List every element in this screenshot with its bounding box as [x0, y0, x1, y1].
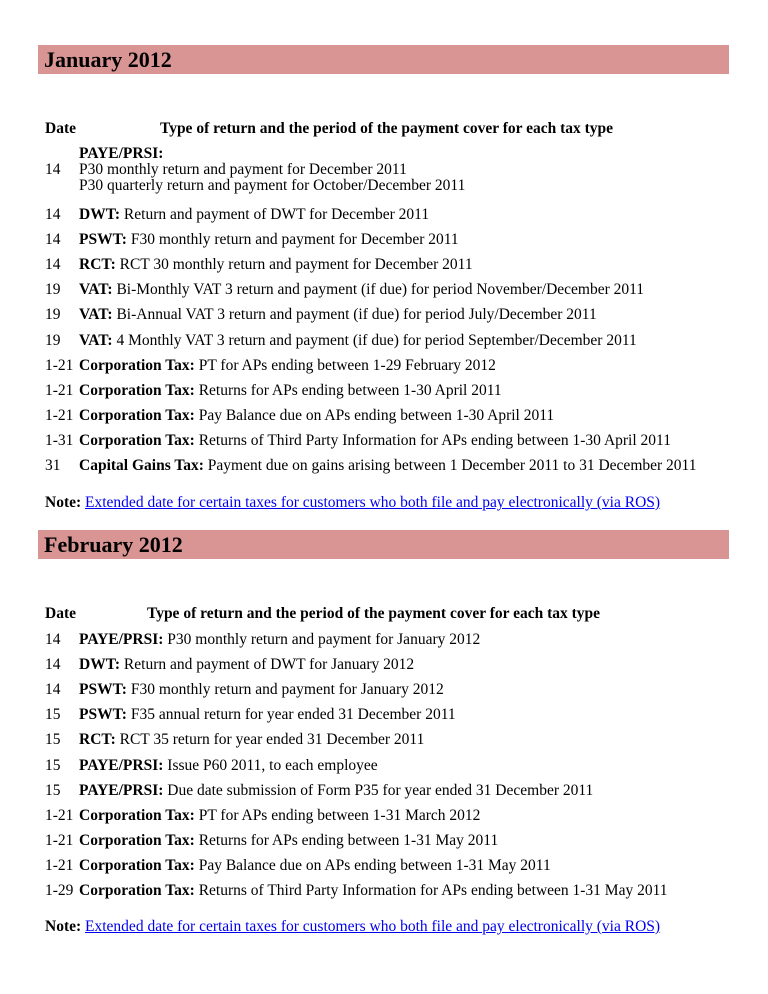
due-date: 1-21 [45, 806, 74, 824]
tax-type-label: PAYE/PRSI: [79, 145, 164, 162]
due-date: 15 [45, 756, 61, 774]
row-text: Bi-Monthly VAT 3 return and payment (if due) for period November/December 2011 [116, 281, 645, 299]
due-date: 14 [45, 256, 61, 274]
table-row [45, 256, 748, 274]
due-date: 1-21 [45, 831, 74, 849]
tax-type-label: Corporation Tax: [79, 806, 195, 824]
table-row [45, 407, 748, 425]
due-date: 14 [45, 206, 61, 223]
table-row [45, 382, 748, 400]
extended-date-link[interactable]: Extended date for certain taxes for customers who both file and pay electronically (via ROS) [85, 918, 661, 935]
row-text: Return and payment of DWT for December 2011 [123, 206, 430, 223]
row-description [79, 206, 429, 224]
table-row [45, 832, 748, 850]
table-row [45, 177, 748, 195]
due-date: 15 [45, 781, 61, 799]
table-row [45, 731, 748, 749]
row-description [79, 882, 668, 900]
tax-type-label: VAT: [79, 281, 113, 299]
row-text: Returns of Third Party Information for APs ending between 1-30 April 2011 [198, 431, 671, 449]
tax-type-label: Corporation Tax: [79, 406, 195, 424]
row-description [79, 832, 498, 850]
row-description: P30 quarterly return and payment for October/December 2011 [79, 177, 466, 194]
due-date: 14 [45, 656, 61, 674]
due-date: 19 [45, 281, 61, 299]
row-description [79, 357, 496, 375]
row-text: PT for APs ending between 1-31 March 2012 [198, 806, 481, 824]
note [45, 918, 660, 936]
tax-type-label: DWT: [79, 656, 121, 674]
note-label: Note: [45, 494, 82, 511]
tax-type-label: DWT: [79, 206, 121, 223]
row-description [79, 256, 473, 274]
row-text: Returns for APs ending between 1-30 April 2011 [198, 381, 502, 399]
table-row [45, 457, 748, 475]
date-column-header: Date [45, 605, 76, 622]
due-date: 14 [45, 681, 61, 699]
row-description [79, 407, 554, 425]
table-row [45, 706, 748, 724]
row-text: Issue P60 2011, to each employee [167, 756, 378, 774]
row-text: Return and payment of DWT for January 2012 [123, 656, 415, 674]
tax-type-label: Corporation Tax: [79, 882, 195, 899]
due-date: 19 [45, 331, 61, 349]
table-row [45, 432, 748, 450]
row-description [79, 757, 378, 775]
tax-type-label: PSWT: [79, 231, 127, 249]
row-description [79, 382, 502, 400]
row-description [79, 807, 480, 825]
tax-type-label: VAT: [79, 331, 113, 349]
table-row [45, 656, 748, 674]
row-description [79, 306, 597, 324]
description-column-header: Type of return and the period of the payment cover for each tax type [147, 605, 601, 622]
table-row [45, 306, 748, 324]
row-description [79, 681, 444, 699]
description-column-header: Type of return and the period of the payment cover for each tax type [160, 120, 614, 137]
tax-type-label: PSWT: [79, 706, 127, 724]
due-date: 1-29 [45, 882, 74, 899]
table-row [45, 681, 748, 699]
tax-type-label: Corporation Tax: [79, 831, 195, 849]
tax-type-label: RCT: [79, 256, 116, 274]
row-text: Payment due on gains arising between 1 December 2011 to 31 December 2011 [207, 457, 697, 474]
row-text: Bi-Annual VAT 3 return and payment (if due) for period July/December 2011 [116, 306, 597, 324]
row-description [79, 857, 551, 875]
month-header-bar [38, 45, 729, 74]
month-title: February 2012 [44, 532, 183, 557]
due-date: 15 [45, 706, 61, 724]
row-text: P30 monthly return and payment for January 2012 [167, 631, 481, 648]
due-date: 15 [45, 731, 61, 749]
row-text: RCT 35 return for year ended 31 December 2011 [119, 731, 425, 749]
tax-type-label: Corporation Tax: [79, 431, 195, 449]
row-description [79, 457, 696, 475]
due-date: 1-31 [45, 431, 74, 449]
month-header-bar [38, 530, 729, 559]
tax-type-label: VAT: [79, 306, 113, 324]
row-description [79, 332, 637, 350]
row-description [79, 706, 456, 724]
due-date: 14 [45, 631, 61, 648]
row-description [79, 432, 671, 450]
tax-type-label: RCT: [79, 731, 116, 749]
month-title: January 2012 [44, 47, 172, 72]
due-date: 1-21 [45, 381, 74, 399]
table-row [45, 782, 748, 800]
row-description [79, 731, 424, 749]
tax-type-label: Corporation Tax: [79, 856, 195, 874]
table-row [45, 357, 748, 375]
table-header [45, 605, 748, 623]
row-text: RCT 30 monthly return and payment for December 2011 [119, 256, 473, 274]
table-row [45, 757, 748, 775]
note-label: Note: [45, 918, 82, 935]
row-description [79, 631, 480, 649]
tax-type-label: PAYE/PRSI: [79, 631, 164, 648]
due-date: 1-21 [45, 856, 74, 874]
table-row [45, 631, 748, 649]
row-text: PT for APs ending between 1-29 February 2012 [198, 356, 496, 374]
table-row [45, 281, 748, 299]
extended-date-link[interactable]: Extended date for certain taxes for customers who both file and pay electronically (via ROS) [85, 494, 661, 511]
table-header [45, 120, 748, 138]
tax-type-label: Corporation Tax: [79, 356, 195, 374]
due-date: 31 [45, 457, 61, 474]
tax-type-label: Capital Gains Tax: [79, 457, 204, 474]
date-column-header: Date [45, 120, 76, 137]
row-description [79, 782, 593, 800]
row-text: F30 monthly return and payment for January 2012 [130, 681, 444, 699]
row-text: F35 annual return for year ended 31 December 2011 [130, 706, 456, 724]
row-text: Due date submission of Form P35 for year ended 31 December 2011 [167, 781, 594, 799]
table-row [45, 807, 748, 825]
row-description [79, 281, 644, 299]
tax-type-label: PSWT: [79, 681, 127, 699]
table-row [45, 857, 748, 875]
table-row [45, 231, 748, 249]
tax-type-label: PAYE/PRSI: [79, 756, 164, 774]
row-description [79, 231, 459, 249]
row-text: Pay Balance due on APs ending between 1-30 April 2011 [198, 406, 555, 424]
note [45, 494, 660, 512]
row-text: Returns for APs ending between 1-31 May 2011 [198, 831, 499, 849]
row-text: Returns of Third Party Information for APs ending between 1-31 May 2011 [198, 882, 668, 899]
due-date: 14 [45, 161, 61, 178]
tax-type-label: Corporation Tax: [79, 381, 195, 399]
due-date: 19 [45, 306, 61, 324]
row-description: P30 monthly return and payment for December 2011 [79, 161, 407, 178]
due-date: 1-21 [45, 356, 74, 374]
tax-type-label: PAYE/PRSI: [79, 781, 164, 799]
table-row [45, 206, 748, 224]
due-date: 1-21 [45, 406, 74, 424]
table-row [45, 882, 748, 900]
row-text: 4 Monthly VAT 3 return and payment (if due) for period September/December 2011 [116, 331, 637, 349]
due-date: 14 [45, 231, 61, 249]
row-description [79, 656, 414, 674]
table-row [45, 332, 748, 350]
row-text: Pay Balance due on APs ending between 1-31 May 2011 [198, 856, 551, 874]
row-text: F30 monthly return and payment for December 2011 [130, 231, 459, 249]
